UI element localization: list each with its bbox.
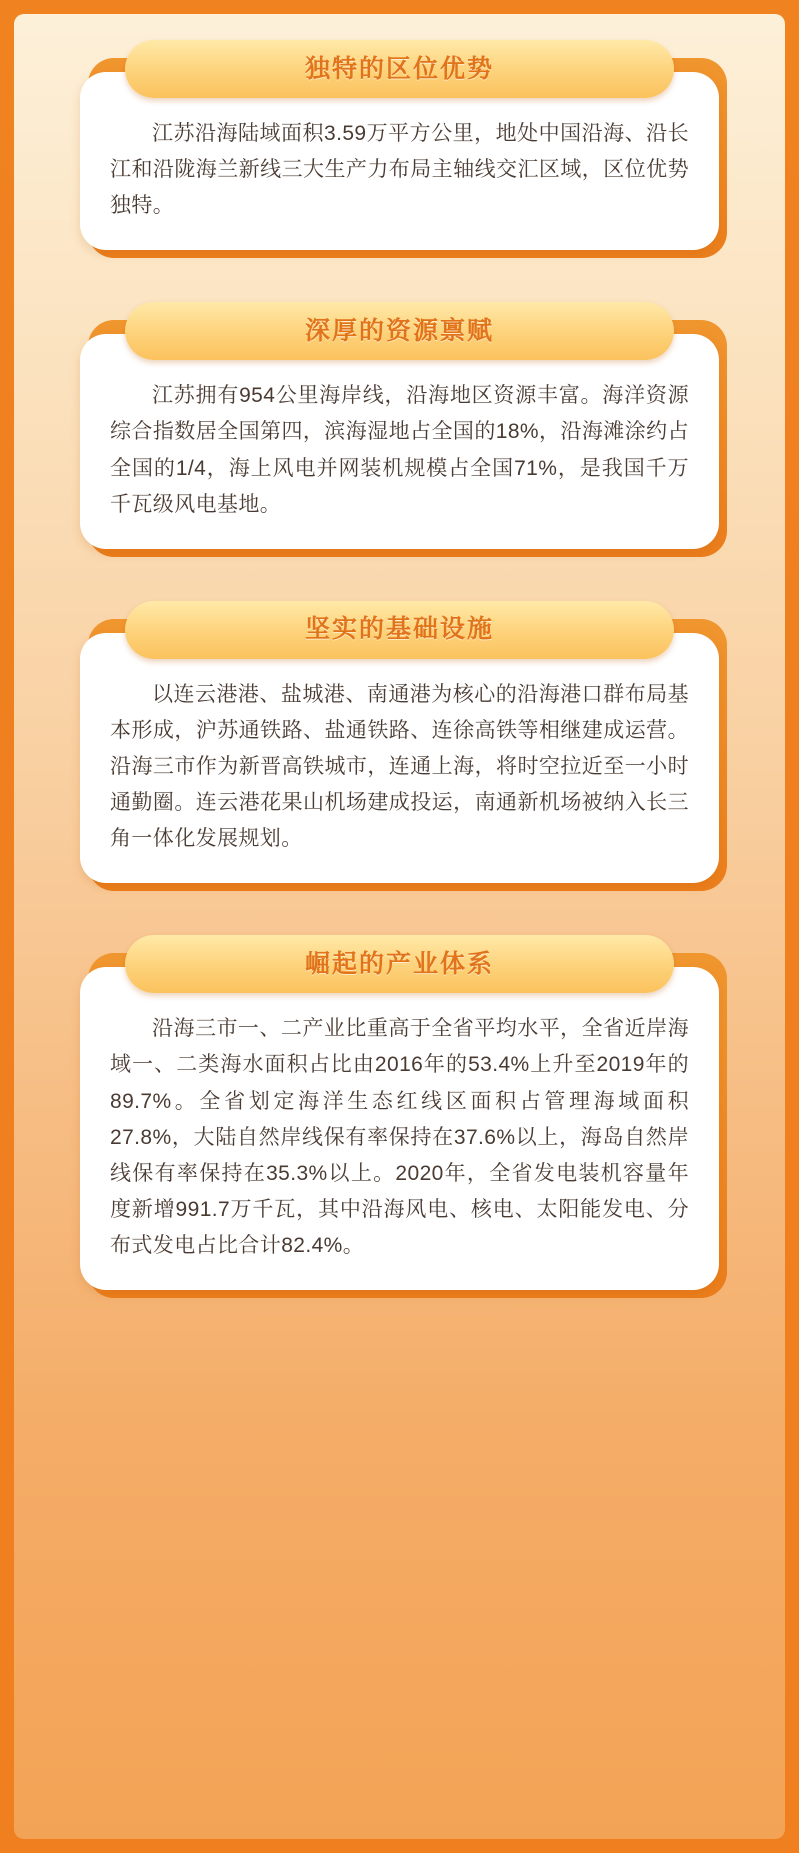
card-title-1: 独特的区位优势 [304, 54, 494, 83]
card-header-2 [125, 302, 675, 360]
info-card-4 [80, 935, 719, 1290]
card-body-4 [80, 967, 719, 1290]
card-text-4: 沿海三市一、二产业比重高于全省平均水平，全省近岸海域一、二类海水面积占比由2016年的53.4%上升至2019年的89.7%。全省划定海洋生态红线区面积占管理海域面积27.8%，大陆自然岸线保有率保持在37.6%以上，海岛自然岸线保有率保持在35.3%以上。2020年，全省发电装机容量年度新增991.7万千瓦，其中沿海风电、核电、太阳能发电、分布式发电占比合计82.4%。 [110, 1017, 689, 1257]
info-card-3 [80, 601, 719, 884]
card-body-3 [80, 633, 719, 884]
card-header-3 [125, 601, 675, 659]
poster-inner-panel [14, 14, 785, 1839]
card-text-3: 以连云港港、盐城港、南通港为核心的沿海港口群布局基本形成，沪苏通铁路、盐通铁路、连徐高铁等相继建成运营。沿海三市作为新晋高铁城市，连通上海，将时空拉近至一小时通勤圈。连云港花果山机场建成投运，南通新机场被纳入长三角一体化发展规划。 [110, 682, 689, 851]
card-body-1 [80, 72, 719, 250]
info-card-2 [80, 302, 719, 548]
card-title-4: 崛起的产业体系 [304, 949, 494, 978]
card-text-1: 江苏沿海陆域面积3.59万平方公里，地处中国沿海、沿长江和沿陇海兰新线三大生产力布局主轴线交汇区域，区位优势独特。 [110, 122, 689, 218]
card-text-2: 江苏拥有954公里海岸线，沿海地区资源丰富。海洋资源综合指数居全国第四，滨海湿地占全国的18%，沿海滩涂约占全国的1/4，海上风电并网装机规模占全国71%，是我国千万千瓦级风电基地。 [110, 384, 689, 516]
card-body-2 [80, 334, 719, 548]
card-title-2: 深厚的资源禀赋 [304, 316, 494, 345]
card-header-4 [125, 935, 675, 993]
card-header-1 [125, 40, 675, 98]
card-title-3: 坚实的基础设施 [304, 615, 494, 644]
info-card-1 [80, 40, 719, 250]
